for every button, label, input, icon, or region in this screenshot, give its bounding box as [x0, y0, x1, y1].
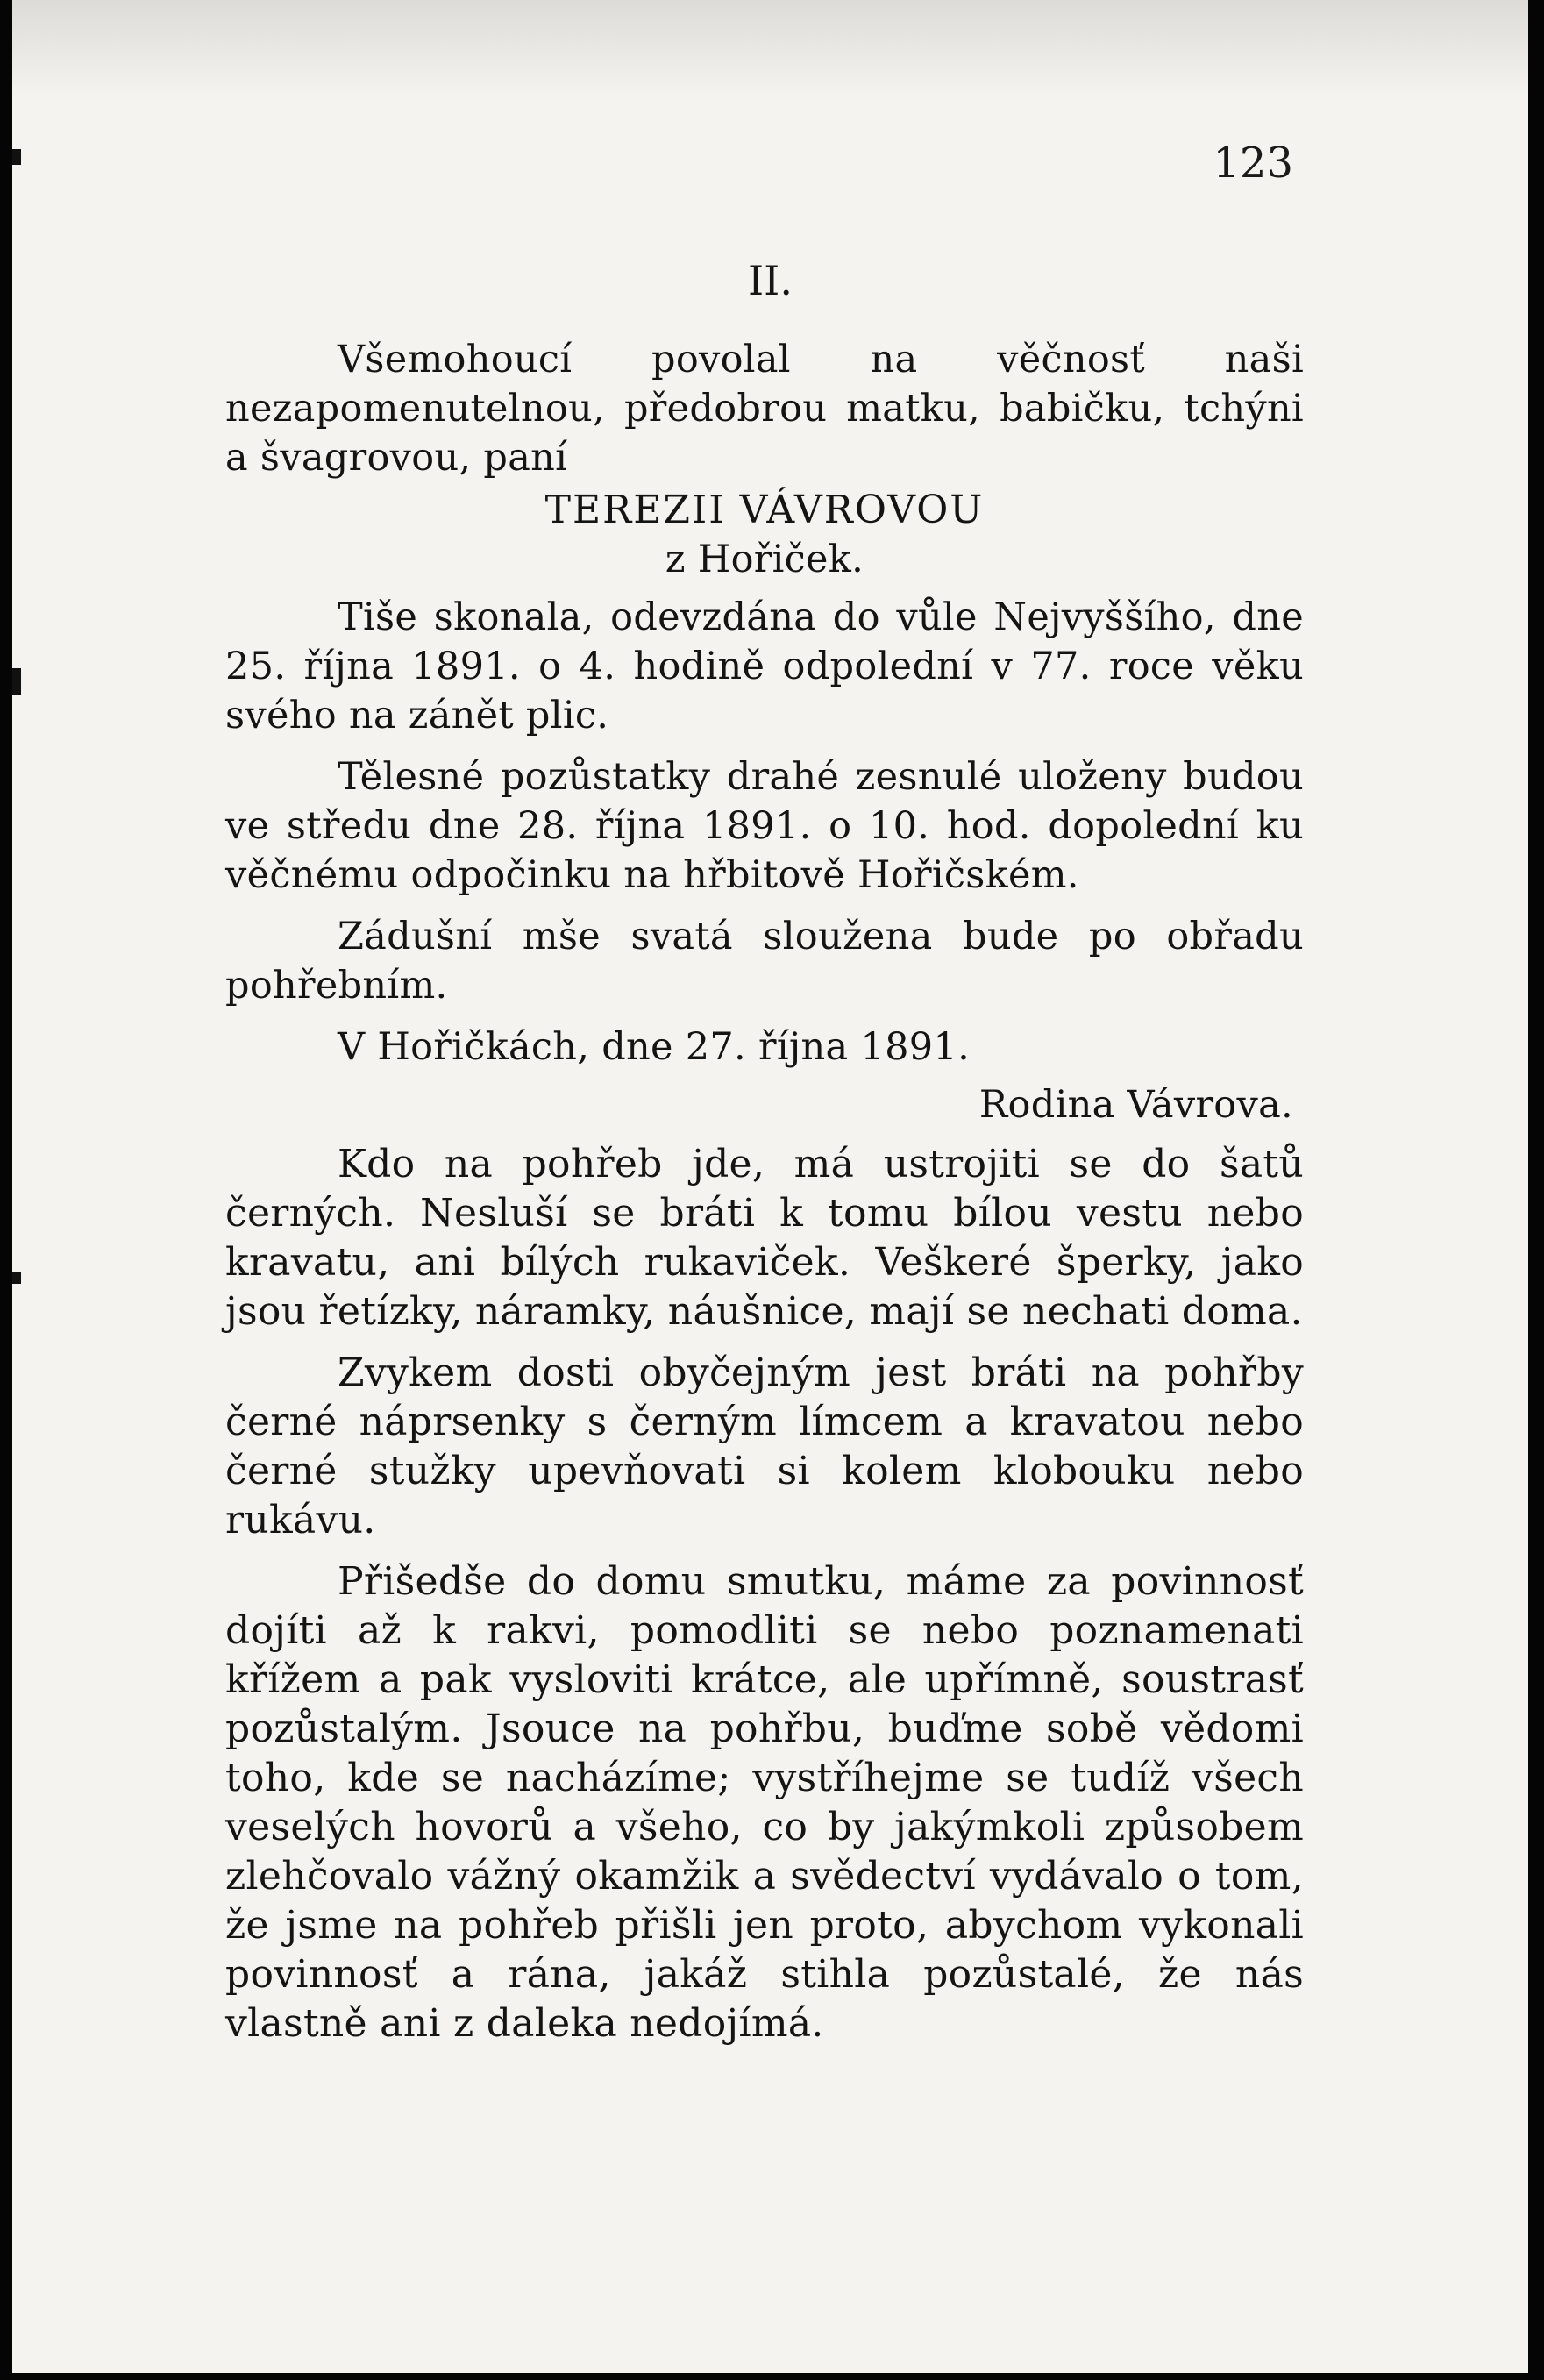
binding-mark — [12, 1272, 21, 1284]
body-paragraph: Přišedše do domu smutku, máme za povinnosť dojíti až k rakvi, pomodliti se nebo poznamenati křížem a pak vysloviti krátce, ale upřímně, soustrasť pozůstalým. Jsouce na pohřbu, buďme sobě vědomi toho, kde se nacházíme; vystříhejme se tudíž všech veselých hovorů a všeho, co by jakýmkoli způsobem zlehčovalo vážný okamžik a svědectví vydávalo o tom, že jsme na pohřeb přišli jen proto, abychom vykonali povinnosť a rána, jakáž stihla pozůstalé, že nás vlastně ani z daleka nedojímá. — [225, 1559, 1304, 2046]
body-paragraph: Kdo na pohřeb jde, má ustrojiti se do šatů černých. Nesluší se bráti k tomu bílou vestu nebo kravatu, ani bílých rukaviček. Veškeré šperky, jako jsou řetízky, náramky, náušnice, mají se nechati doma. — [225, 1142, 1304, 1334]
binding-mark — [12, 149, 21, 165]
page-number: 123 — [1213, 139, 1293, 188]
notice-burial: Tělesné pozůstatky drahé zesnulé uloženy budou ve středu dne 28. října 1891. o 10. hod. dopolední ku věčnému odpočinku na hřbitově Hořičském. — [225, 755, 1304, 897]
binding-mark — [12, 668, 21, 695]
notice-death: Tiše skonala, odevzdána do vůle Nejvyššího, dne 25. října 1891. o 4. hodině odpolední v 77. roce věku svého na zánět plic. — [225, 595, 1304, 738]
notice-signature: Rodina Vávrova. — [978, 1083, 1293, 1127]
notice-place-date: V Hořičkách, dne 27. října 1891. — [338, 1025, 971, 1069]
notice-mass: Zádušní mše svatá sloužena bude po obřadu pohřebním. — [225, 915, 1304, 1008]
deceased-name: TEREZII VÁVROVOU — [544, 488, 985, 532]
deceased-origin: z Hořiček. — [665, 538, 864, 581]
body-paragraph: Zvykem dosti obyčejným jest bráti na pohřby černé náprsenky s černým límcem a kravatou nebo černé stužky upevňovati si kolem klobouku nebo rukávu. — [225, 1350, 1304, 1543]
notice-opening: Všemohoucí povolal na věčnosť naši nezapomenutelnou, předobrou matku, babičku, tchýni a švagrovou, paní — [225, 338, 1304, 480]
section-heading: II. — [748, 257, 793, 304]
book-page — [12, 0, 1528, 2373]
body-text — [225, 1140, 1304, 2049]
death-notice — [225, 335, 1304, 1129]
